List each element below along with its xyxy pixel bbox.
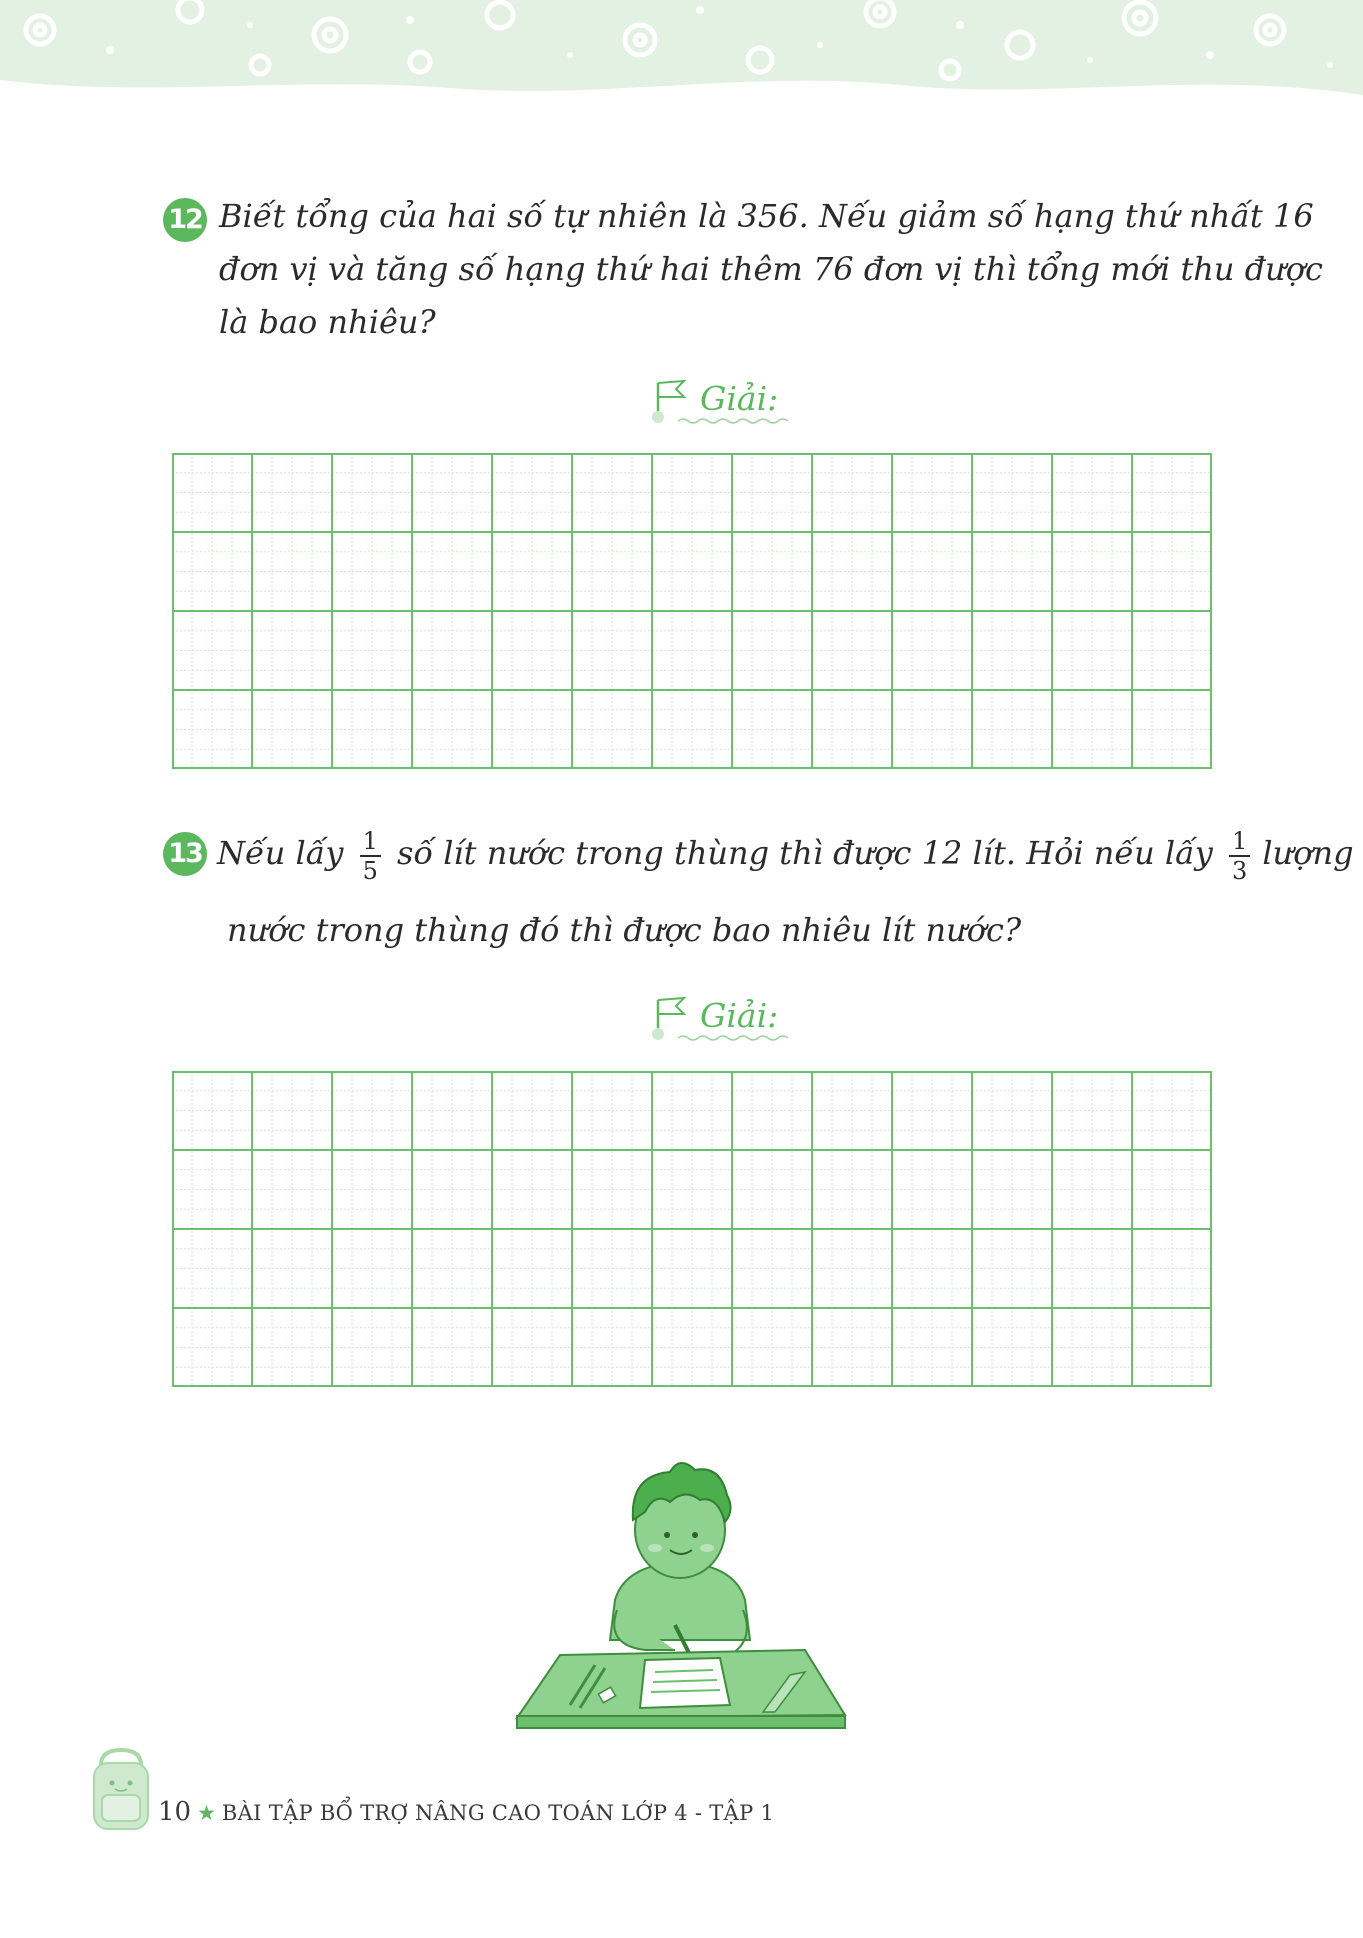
- fraction-numerator: 1: [360, 827, 381, 857]
- problem-number-badge: 12: [163, 198, 207, 242]
- page-number: 10: [158, 1797, 192, 1827]
- problem-text-part: lượng: [1262, 834, 1354, 872]
- fraction-denominator: 5: [362, 856, 378, 885]
- answer-grid[interactable]: [172, 1071, 1212, 1387]
- boy-writing-illustration: [505, 1450, 865, 1730]
- problem-number-badge: 13: [163, 832, 207, 876]
- wavy-underline: [678, 417, 788, 425]
- footer-text: [158, 1797, 774, 1827]
- problem-text-part: Nếu lấy: [217, 834, 344, 872]
- fraction-numerator: 1: [1229, 827, 1250, 857]
- problem-text-line: [217, 822, 1354, 885]
- problem-13: [163, 822, 1354, 962]
- problem-text-line: đơn vị và tăng số hạng thứ hai thêm 76 đơn vị thì tổng mới thu được: [219, 250, 1323, 288]
- problem-text-line: là bao nhiêu?: [219, 303, 436, 341]
- fraction-denominator: 3: [1231, 856, 1248, 885]
- solution-label-text: Giải:: [700, 996, 779, 1035]
- solution-label-text: Giải:: [700, 379, 779, 418]
- wavy-underline: [678, 1034, 788, 1042]
- problem-text-part: số lít nước trong thùng thì được 12 lít. Hỏi nếu lấy: [397, 834, 1213, 872]
- header-decoration: [0, 0, 1363, 110]
- problem-12: [163, 190, 1323, 360]
- solution-label: [648, 992, 788, 1042]
- answer-grid[interactable]: [172, 453, 1212, 769]
- fraction-one-third: [1229, 827, 1250, 885]
- series-title: BÀI TẬP BỔ TRỢ NÂNG CAO TOÁN LỚP 4 - TẬP 1: [221, 1801, 775, 1825]
- solution-label: [648, 375, 788, 425]
- page-footer: [86, 1745, 786, 1835]
- problem-text-line: nước trong thùng đó thì được bao nhiêu lít nước?: [227, 911, 1022, 949]
- fraction-one-fifth: [360, 827, 381, 885]
- backpack-icon: [86, 1745, 156, 1835]
- problem-text-line: Biết tổng của hai số tự nhiên là 356. Nếu giảm số hạng thứ nhất 16: [219, 197, 1314, 235]
- star-icon: ★: [197, 1801, 216, 1825]
